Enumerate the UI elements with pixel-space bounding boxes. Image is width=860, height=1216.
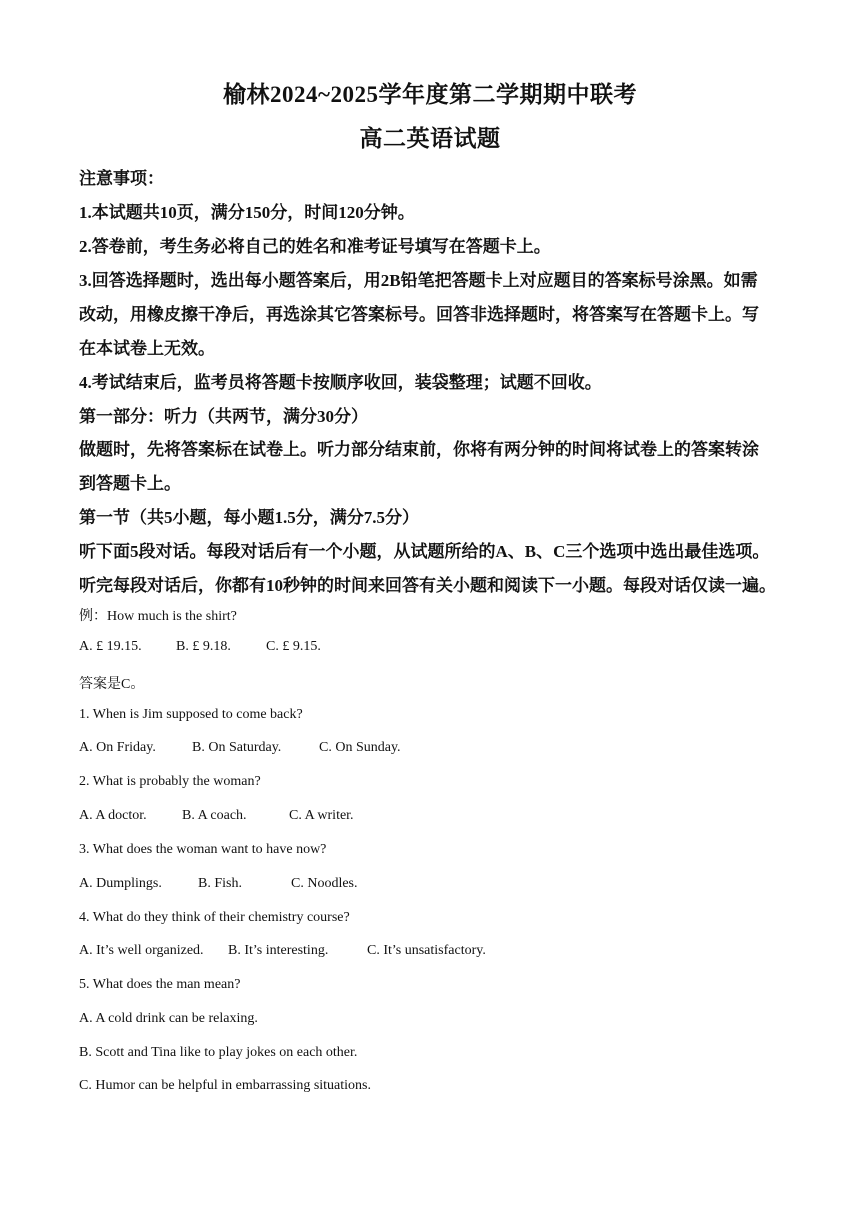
notice-item-1: 1.本试题共10页，满分150分，时间120分钟。 [79,203,415,222]
section1-instruction-line-1: 听下面5段对话。每段对话后有一个小题，从试题所给的A、B、C三个选项中选出最佳选项。 [79,542,770,561]
option-a: A. A doctor. [79,808,147,823]
question-2: 2. What is probably the woman? [79,774,261,789]
example-question: 例：How much is the shirt? [79,609,237,624]
option-b: B. A coach. [182,808,247,823]
question-5-option-a: A. A cold drink can be relaxing. [79,1011,258,1026]
notice-item-2: 2.答卷前，考生务必将自己的姓名和准考证号填写在答题卡上。 [79,237,551,256]
part1-heading: 第一部分：听力（共两节，满分30分） [79,407,368,426]
example-answer: 答案是C。 [79,677,145,692]
option-a: A. It’s well organized. [79,943,204,958]
question-1: 1. When is Jim supposed to come back? [79,707,303,722]
question-5: 5. What does the man mean? [79,977,241,992]
option-c: C. A writer. [289,808,354,823]
question-1-options [79,740,401,756]
option-a: A. On Friday. [79,740,156,755]
section1-instruction-line-2: 听完每段对话后，你都有10秒钟的时间来回答有关小题和阅读下一小题。每段对话仅读一遍。 [79,576,776,595]
option-b: B. £ 9.18. [176,639,231,654]
part1-desc-line-1: 做题时，先将答案标在试卷上。听力部分结束前，你将有两分钟的时间将试卷上的答案转涂 [79,440,759,459]
option-c: C. £ 9.15. [266,639,321,654]
notice-item-3-line-3: 在本试卷上无效。 [79,339,215,358]
exam-subtitle: 高二英语试题 [359,126,501,151]
option-b: B. On Saturday. [192,740,282,755]
example-options [79,639,321,655]
part1-desc-line-2: 到答题卡上。 [79,474,181,493]
question-2-options [79,808,354,824]
option-b: B. Fish. [198,876,242,891]
section1-heading: 第一节（共5小题，每小题1.5分，满分7.5分） [79,508,419,527]
notice-heading: 注意事项： [79,169,164,188]
notice-item-4: 4.考试结束后，监考员将答题卡按顺序收回，装袋整理；试题不回收。 [79,373,602,392]
question-3: 3. What does the woman want to have now? [79,842,327,857]
question-4-options [79,943,486,959]
option-c: C. Noodles. [291,876,358,891]
option-a: A. Dumplings. [79,876,162,891]
notice-item-3-line-1: 3.回答选择题时，选出每小题答案后，用2B铅笔把答题卡上对应题目的答案标号涂黑。如需 [79,271,758,290]
option-a: A. £ 19.15. [79,639,142,654]
question-4: 4. What do they think of their chemistry course? [79,910,350,925]
option-c: C. On Sunday. [319,740,401,755]
option-c: C. It’s unsatisfactory. [367,943,486,958]
question-5-option-c: C. Humor can be helpful in embarrassing situations. [79,1078,371,1093]
option-b: B. It’s interesting. [228,943,329,958]
question-5-option-b: B. Scott and Tina like to play jokes on each other. [79,1045,358,1060]
question-3-options [79,876,358,892]
notice-item-3-line-2: 改动，用橡皮擦干净后，再选涂其它答案标号。回答非选择题时，将答案写在答题卡上。写 [79,305,759,324]
exam-title: 榆林2024~2025学年度第二学期期中联考 [223,82,637,107]
